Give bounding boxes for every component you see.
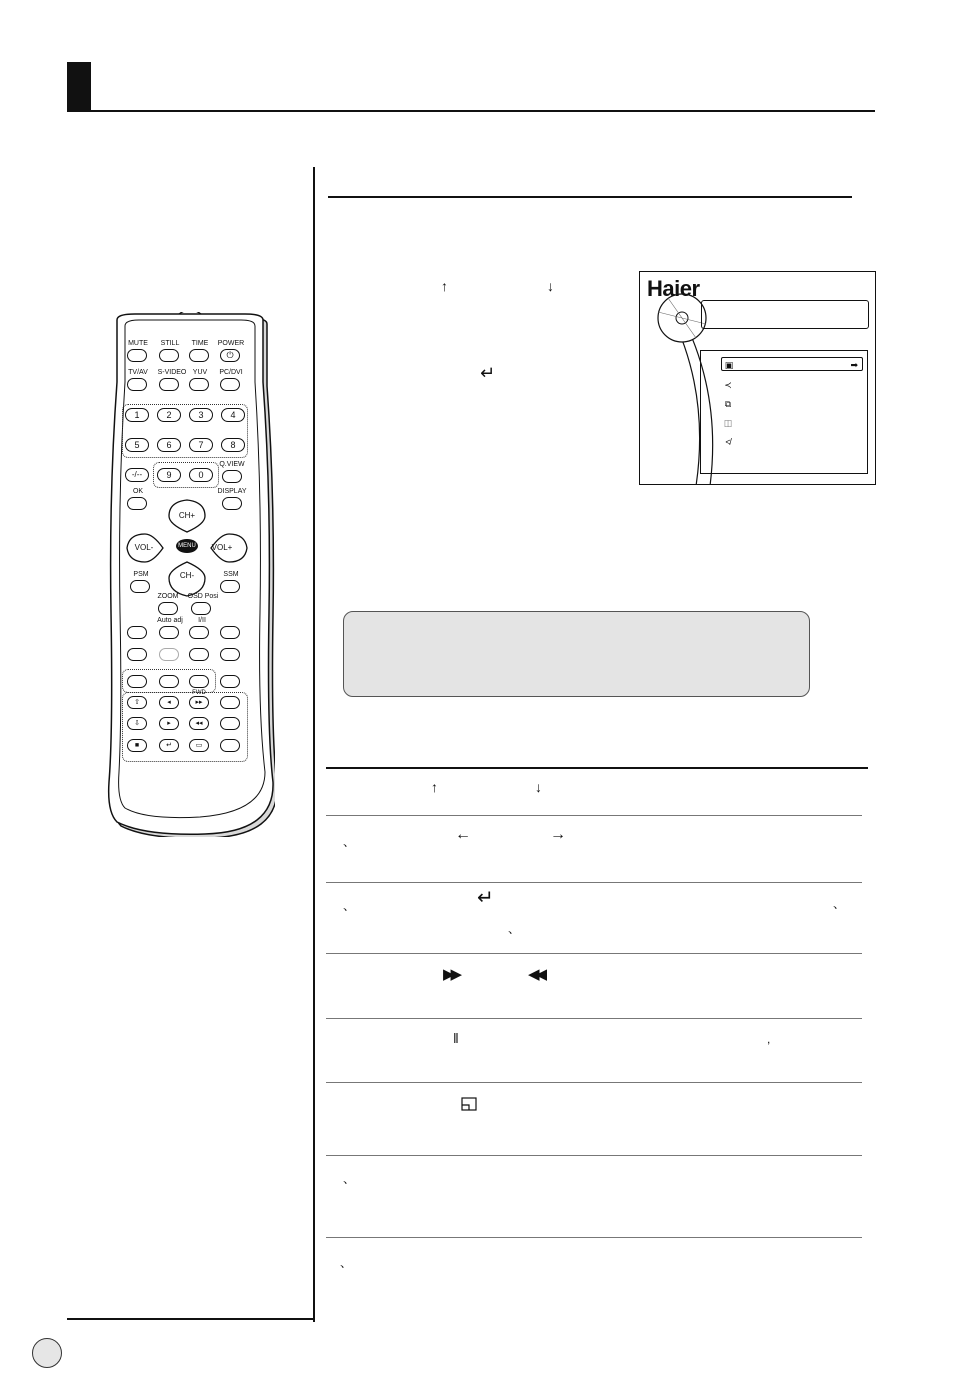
digit-5-button[interactable]: 5 <box>125 438 149 452</box>
osd-posi-button[interactable] <box>191 602 211 615</box>
header-rule <box>67 110 875 112</box>
table-row-rule <box>326 815 862 816</box>
rewind-button[interactable] <box>189 717 209 730</box>
ch-plus-button[interactable]: CH+ <box>178 511 196 520</box>
up-button[interactable] <box>127 696 147 709</box>
pip-icon <box>461 1097 477 1111</box>
digit-9-button[interactable]: 9 <box>157 468 181 482</box>
fast-forward-icon: ▸▸ <box>195 699 203 706</box>
digit-4-button[interactable]: 4 <box>221 408 245 422</box>
pause-icon: ‖ <box>453 1030 459 1046</box>
arrow-right-icon: ➡ <box>850 360 858 370</box>
zoom-button[interactable] <box>158 602 178 615</box>
bullet-mark: 、 <box>340 1256 353 1270</box>
osd-panel <box>700 350 868 474</box>
digit-8-button[interactable]: 8 <box>221 438 245 452</box>
label-ssm: SSM <box>223 571 239 578</box>
column-divider <box>313 167 315 1322</box>
down-arrow-icon: ↓ <box>547 278 554 294</box>
power-icon: ⏻ <box>226 350 234 360</box>
function-button-1[interactable] <box>127 626 147 639</box>
ch-minus-button[interactable]: CH- <box>179 571 195 580</box>
rewind-icon: ◀◀ <box>528 966 544 983</box>
osd-menu-screen <box>639 271 876 485</box>
vol-minus-button[interactable]: VOL- <box>134 543 154 552</box>
media-button-8[interactable] <box>220 717 240 730</box>
footer-rule <box>67 1318 315 1320</box>
enter-icon: ↵ <box>477 887 494 909</box>
label-osd-posi: OSD Posi <box>187 593 219 600</box>
label-zoom: ZOOM <box>157 593 179 600</box>
label-pcdvi: PC/DVI <box>219 369 243 376</box>
bullet-mark: 、 <box>343 899 356 913</box>
media-button-12[interactable] <box>220 739 240 752</box>
osd-title-bar <box>701 300 869 329</box>
left-button[interactable] <box>159 696 179 709</box>
enter-icon: ↵ <box>166 742 172 749</box>
label-tvav: TV/AV <box>128 369 148 376</box>
picture-icon: ▣ <box>724 360 734 370</box>
osd-logo: Haier <box>647 276 700 301</box>
section-rule <box>328 196 852 198</box>
label-auto-adj: Auto adj <box>157 617 183 624</box>
function-button-5[interactable] <box>127 648 147 661</box>
label-display: DISPLAY <box>217 488 247 495</box>
color-button-4[interactable] <box>220 675 240 688</box>
qview-button[interactable] <box>222 470 242 483</box>
label-time: TIME <box>191 340 209 347</box>
sound-icon: ≺ <box>724 380 732 390</box>
enter-icon: ↵ <box>480 363 496 383</box>
label-yuv: YUV <box>192 369 208 376</box>
osd-item-4[interactable] <box>721 416 863 430</box>
right-arrow-icon: ▸ <box>167 720 171 727</box>
svideo-button[interactable] <box>159 378 179 391</box>
ssm-button[interactable] <box>220 580 240 593</box>
color-button-2[interactable] <box>159 675 179 688</box>
bullet-mark: 、 <box>343 1172 356 1186</box>
right-arrow-icon: → <box>550 826 566 843</box>
label-ok: OK <box>132 488 144 495</box>
stop-button[interactable] <box>127 739 147 752</box>
pcdvi-button[interactable] <box>220 378 240 391</box>
label-svideo: S-VIDEO <box>157 369 187 376</box>
color-button-3[interactable] <box>189 675 209 688</box>
label-mute: MUTE <box>128 340 148 347</box>
up-arrow-icon: ⇧ <box>134 699 140 706</box>
setup-icon: ◫ <box>723 418 733 428</box>
table-top-rule <box>326 767 868 769</box>
right-button[interactable] <box>159 717 179 730</box>
dash-button[interactable]: -/-- <box>125 468 149 482</box>
section-marker <box>67 62 91 112</box>
down-button[interactable] <box>127 717 147 730</box>
up-arrow-icon: ↑ <box>441 278 448 294</box>
function-button-8[interactable] <box>220 648 240 661</box>
left-arrow-icon: ◂ <box>167 699 171 706</box>
label-power: POWER <box>217 340 245 347</box>
page-number-badge <box>32 1338 62 1368</box>
osd-item-2[interactable] <box>721 378 863 392</box>
bullet-mark: 、 <box>833 897 846 911</box>
stop-icon: ■ <box>134 742 140 749</box>
digit-6-button[interactable]: 6 <box>157 438 181 452</box>
menu-button[interactable]: MENU <box>178 543 196 549</box>
function-icon: ⧉ <box>724 399 732 409</box>
function-button-4[interactable] <box>220 626 240 639</box>
table-row-rule <box>326 1237 862 1238</box>
digit-7-button[interactable]: 7 <box>189 438 213 452</box>
label-psm: PSM <box>133 571 149 578</box>
function-button-3[interactable] <box>189 626 209 639</box>
digit-2-button[interactable]: 2 <box>157 408 181 422</box>
bullet-mark: 、 <box>508 922 521 936</box>
label-still: STILL <box>160 340 180 347</box>
rewind-icon: ◂◂ <box>195 720 203 727</box>
down-arrow-icon: ↓ <box>535 779 542 795</box>
fast-forward-button[interactable] <box>189 696 209 709</box>
mute-button[interactable] <box>127 349 147 362</box>
left-arrow-icon: ← <box>455 826 471 843</box>
power-button[interactable] <box>220 349 240 362</box>
tvav-button[interactable] <box>127 378 147 391</box>
osd-item-selected[interactable] <box>721 357 863 371</box>
function-button-6[interactable] <box>159 648 179 661</box>
digit-3-button[interactable]: 3 <box>189 408 213 422</box>
table-row-rule <box>326 1082 862 1083</box>
function-button-7[interactable] <box>189 648 209 661</box>
label-i-ii: I/II <box>198 617 206 624</box>
enter-button[interactable] <box>159 739 179 752</box>
comma-mark: , <box>767 1032 771 1046</box>
table-row-rule <box>326 1018 862 1019</box>
yuv-button[interactable] <box>189 378 209 391</box>
label-fwd: FWD <box>192 690 206 696</box>
channel-icon: ≮ <box>725 437 731 447</box>
pip-icon: ▭ <box>195 742 203 749</box>
osd-item-5[interactable] <box>721 435 863 449</box>
digit-1-button[interactable]: 1 <box>125 408 149 422</box>
up-arrow-icon: ↑ <box>431 779 438 795</box>
digit-0-button[interactable]: 0 <box>189 468 213 482</box>
osd-item-3[interactable] <box>721 397 863 411</box>
down-arrow-icon: ⇩ <box>134 720 140 727</box>
vol-plus-button[interactable]: VOL+ <box>211 543 233 552</box>
pip-button[interactable] <box>189 739 209 752</box>
time-button[interactable] <box>189 349 209 362</box>
psm-button[interactable] <box>130 580 150 593</box>
table-row-rule <box>326 953 862 954</box>
fast-forward-icon: ▶▶ <box>443 966 459 983</box>
note-box <box>343 611 810 697</box>
remote-control <box>105 312 275 837</box>
bullet-mark: 、 <box>343 835 356 849</box>
color-button-1[interactable] <box>127 675 147 688</box>
table-row-rule <box>326 882 862 883</box>
table-row-rule <box>326 1155 862 1156</box>
label-qview: Q.VIEW <box>219 461 245 468</box>
function-button-2[interactable] <box>159 626 179 639</box>
still-button[interactable] <box>159 349 179 362</box>
media-button-4[interactable] <box>220 696 240 709</box>
